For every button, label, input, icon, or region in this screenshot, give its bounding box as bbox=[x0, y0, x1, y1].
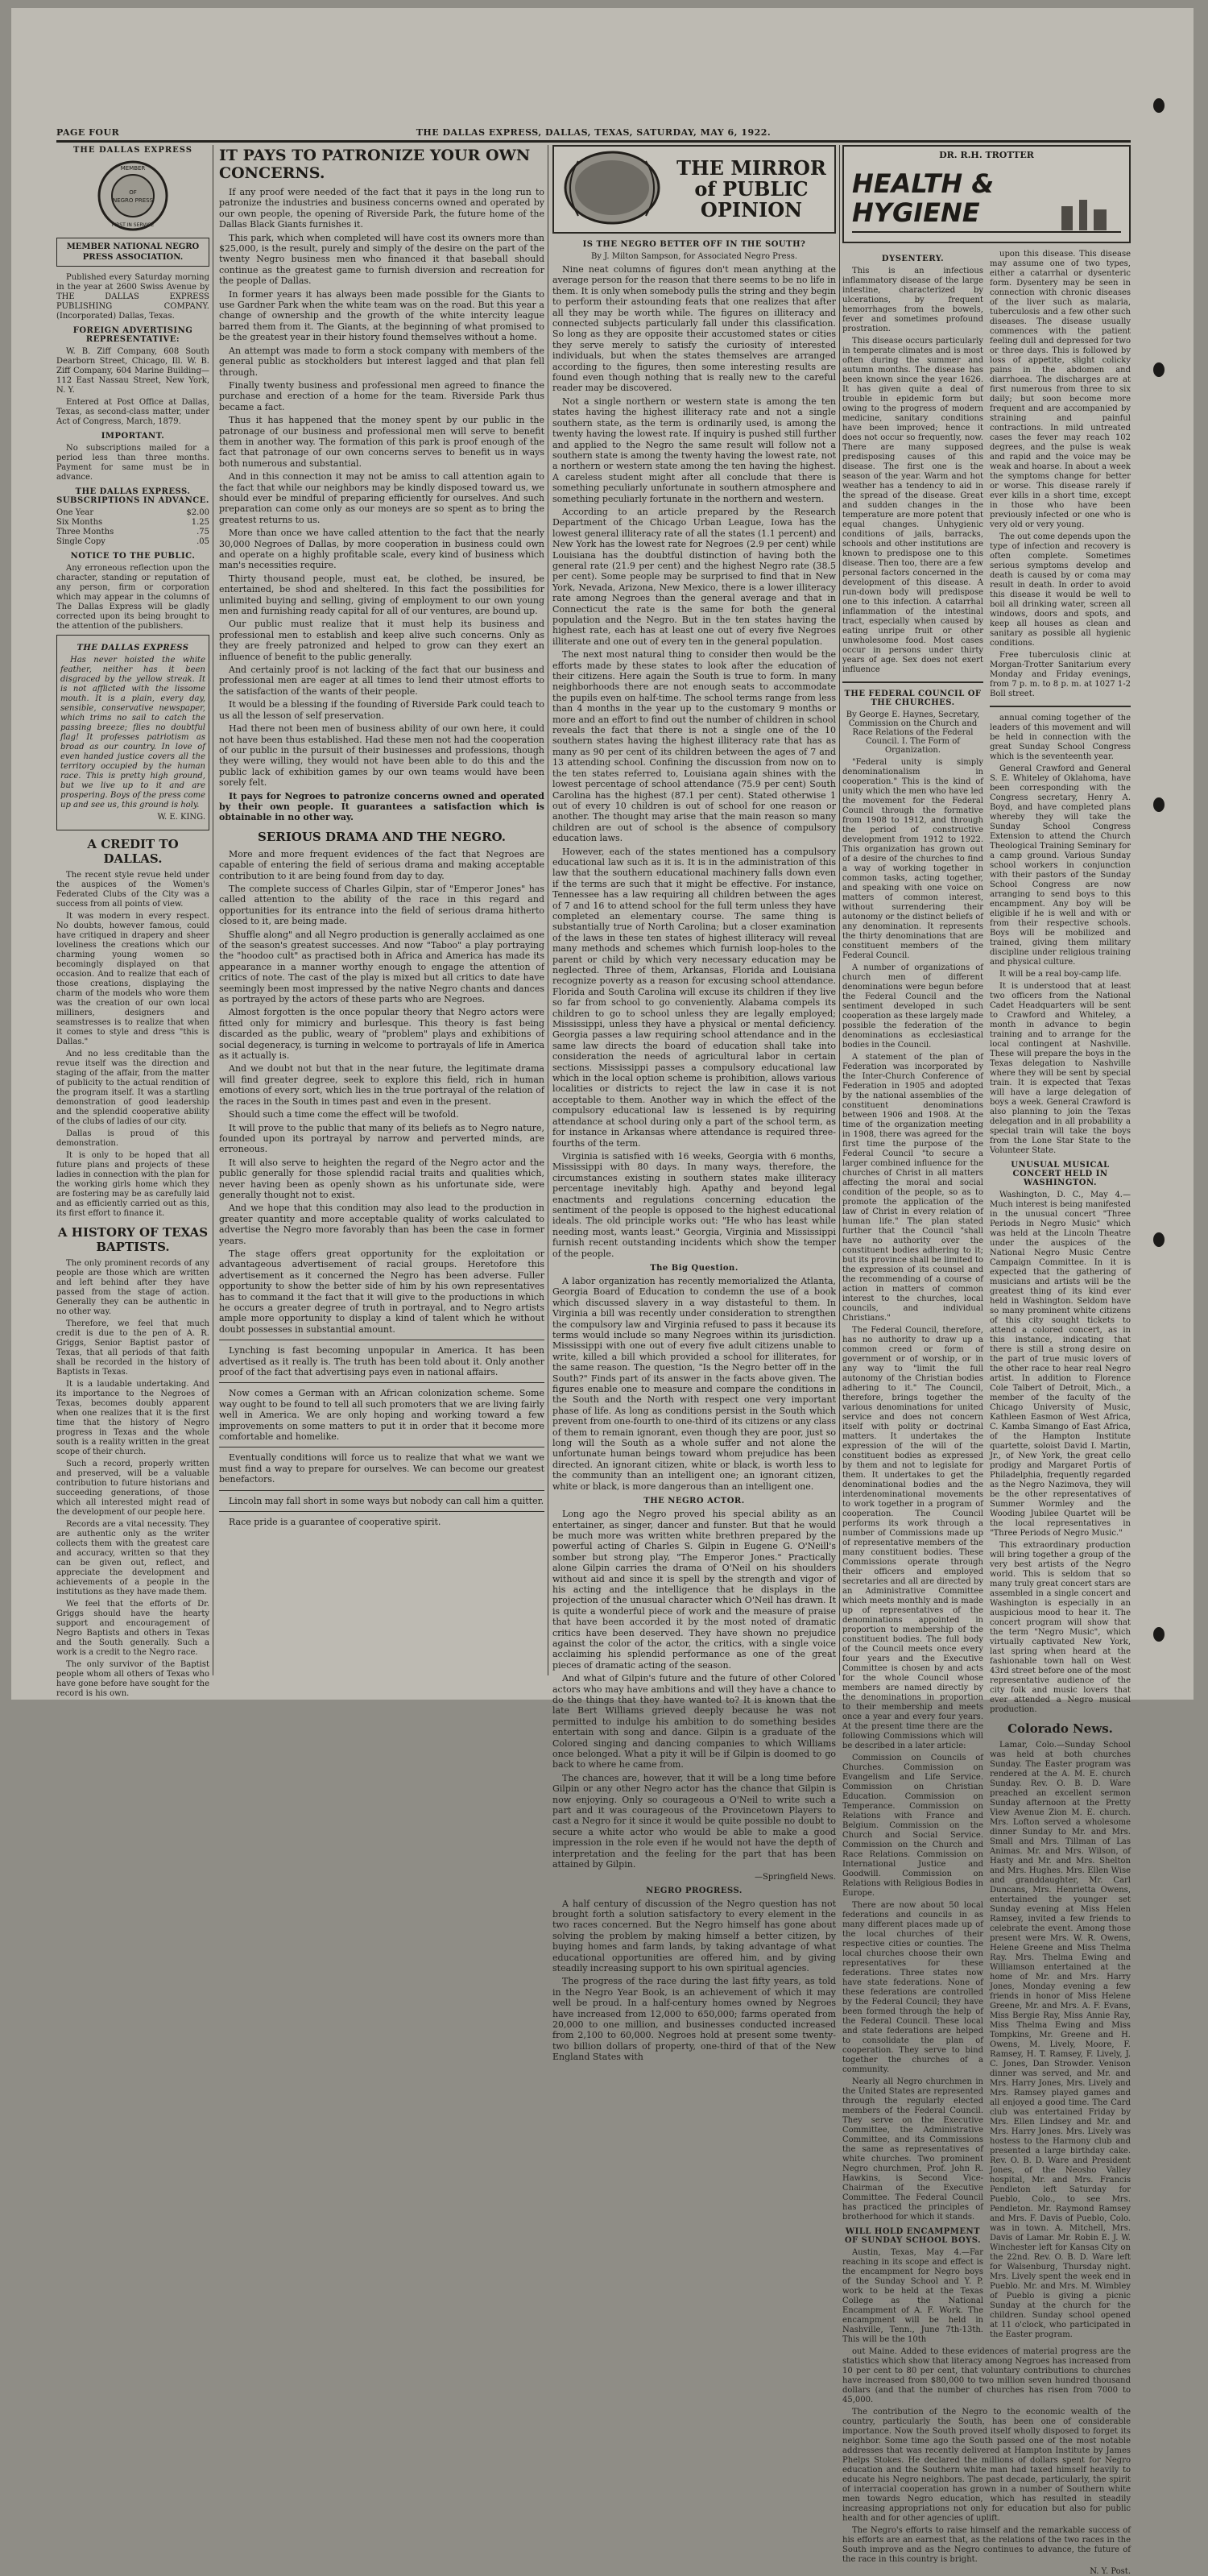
federal-council-heading: THE FEDERAL COUNCIL OF THE CHURCHES. bbox=[844, 690, 982, 707]
important-text: No subscriptions mailed for a period less than three months. Payment for same must be in advance. bbox=[56, 444, 209, 482]
paragraph: The contribution of the Negro to the economic wealth of the country, particularly the South, has been one of considerable importance. Now the South proved itself wholly disposed to forget its neighbor. Some time ago the South passed one of the most notable addresses that was recently delivered at Hampton Institute by James Phelps Stokes. He declared the millions of dollars spent for Negro education and the Southern white man had taxed himself heavily to educate his Negro neighbors. The past decade, particularly, the spirit of interracial cooperation has grown in a number of Southern white men towards Negro education, which has resulted in steadily increasing appropriations not only for education but also for public health and for other agencies of uplift. bbox=[842, 2408, 1131, 2523]
paragraph: According to an article prepared by the Research Department of the Chicago Urban League, Iowa has the lowest general illiteracy rate of all the states (1.1 percent) and New York has the lowest rate for Negroes (2.9 per cent) while Louisiana has the doubtful distinction of having both the general rate (21.9 per cent) and the highest Negro rate (38.5 per cent). Some people may be surprised to find that in New York, Nevada, Arizona, New Mexico, there is a lower illiteracy rate among Negroes than the general average and that in Connecticut the rate is the same for both the general population and the Negro. But in the ten states having the highest rate, each has at least one out of every five Negroes illiterate and one out of every ten in the general population. bbox=[552, 506, 836, 647]
paragraph: This is an infectious inflammatory disease of the large intestine, characterized by ulcerations, by frequent hemorrhages from the bowels, fever and sometimes profound prostration. bbox=[842, 267, 983, 333]
page-number: PAGE FOUR bbox=[56, 127, 120, 138]
creed-signature: W. E. KING. bbox=[157, 813, 205, 822]
health-hygiene-banner bbox=[842, 145, 1131, 243]
rate-row: Three Months .75 bbox=[56, 528, 209, 536]
question-heading: IS THE NEGRO BETTER OFF IN THE SOUTH? bbox=[582, 240, 806, 249]
paragraph: Dallas is proud of this demonstration. bbox=[56, 1129, 209, 1148]
paragraph: The only survivor of the Baptist people whom all others of Texas who have gone before have sought for the record is his own. bbox=[56, 1660, 209, 1698]
divider bbox=[219, 1511, 544, 1512]
big-question-heading: The Big Question. bbox=[650, 1263, 738, 1273]
paragraph: It is only to be hoped that all future plans and projects of these ladies in connection with the plan for the working girls home which they are fostering may be as carefully laid and as efficiently carried out as this, its first effort to finance it. bbox=[56, 1151, 209, 1218]
seal-text-2: OF bbox=[129, 189, 137, 196]
binding-hole bbox=[1153, 362, 1165, 377]
paragraph: The Federal Council, therefore, has no authority to draw up a common creed or form of government or of worship, or in any way to "limit the full autonomy of the Christian bodies adhering to it." The Council, therefore, brings together the various denominations for united service and does not concern itself with polity or doctrinal matters. It undertakes the expression of the will of the constituent bodies as expressed by them and not to legislate for them. It undertakes to get the denominational bodies and the interdenominational movements to work together in a program of cooperation. The Council performs its work through a number of Commissions made up of representative members of the many constituent bodies. These Commissions operate through their officers and employed secretaries and all are directed by an Administrative Committee which meets monthly and is made up of representatives of the denominations appointed in proportion to membership of the constituent bodies. The full body of the Council meets once every four years and the Executive Committee is chosen by and acts for the whole Council whose members are named directly by the denominations in proportion to their membership and meets once a year and every four years. At the present time there are the following Commissions which will be described in a later article: bbox=[842, 1326, 983, 1750]
colorado-heading: Colorado News. bbox=[1007, 1721, 1113, 1736]
baptists-heading: A HISTORY OF TEXAS BAPTISTS. bbox=[57, 1225, 209, 1254]
seal-text-1: MEMBER bbox=[120, 165, 146, 172]
entered-text: Entered at Post Office at Dallas, Texas, as second-class matter, under Act of Congress, March, 1879. bbox=[56, 398, 209, 426]
seal-text-4: FIRST IN SERVICE bbox=[111, 222, 155, 228]
bottle-icon bbox=[1094, 209, 1107, 230]
newspaper-page bbox=[11, 8, 1194, 2576]
paragraph: Lamar, Colo.—Sunday School was held at both churches Sunday. The Easter program was rendered at the A. M. E. church Sunday. Rev. O. B. D. Ware preached an excellent sermon Sunday afternoon at the Pretty View Avenue Zion M. E. church. Mrs. Lofton served a wholesome dinner Sunday to Mr. and Mrs. Small and Mrs. Tillman of Las Animas. Mr. and Mrs. Wilson, of Hasty and Mr. and Mrs. Shelton and Mrs. Hughes. Mrs. Ellen Wise and granddaughter, Mr. Carl Duncans, Mrs. Henrietta Owens, entertained the younger set Sunday evening at Miss Helen Ramsey, invited a few friends to celebrate the event. Among those present were Mrs. W. R. Owens, Helene Greene and Miss Thelma Ray. Mrs. Thelma Ewing and Williamson entertained at the home of Mr. and Mrs. Harry Jones, Monday evening a few friends in honor of Miss Helene Greene, Mr. and Mrs. A. F. Evans, Miss Bergie Ray, Miss Annie Ray, Miss Thelma Ewing and Miss Tompkins, Mr. Greene and H. Owens, M. Lively, Moore, F. Ramsey, H. T. Ramsey, F. Lively, J. C. Jones, Dan Strowder. Venison dinner was served, and Mr. and Mrs. Harry Jones, Mrs. Lively and Mrs. Ramsey played games and all enjoyed a good time. The Card club was entertained Friday by Mrs. Ellen Lindsey and Mr. and Mrs. Harry Jones. Mrs. Lively was hostess to the Harmony club and presented a large birthday cake. Rev. O. B. D. Ware and President Jones, of the Neosho Valley hospital, Mr. and Mrs. Francis Pendleton left Saturday for Pueblo, Colo., to see Mrs. Pendleton. Mr. Raymond Ramsey and Mrs. F. Davis of Pueblo, Colo. was in town. A. Mitchell, Mrs. Davis of Lamar. Mr. Robin E. J. W. Winchester left for Kansas City on the 22nd. Rev. O. B. D. Ware left for Walsenburg, Thursday night. Mrs. Lively spent the week end in Pueblo. Mr. and Mrs. M. Wimbley of Pueblo is giving a picnic Sunday at the church for the children. Sunday school opened at 11 o'clock, who participated in the Easter program. bbox=[990, 1741, 1131, 2339]
subcolumn-left bbox=[842, 250, 983, 2347]
paragraph: Such a record, properly written and preserved, will be a valuable contribution to future historians and succeeding generations, of those which all interested might read of the development of our people here. bbox=[56, 1460, 209, 1517]
paragraph: The progress of the race during the last fifty years, as told in the Negro Year Book, is an achievement of which it may well be proud. In a half-century homes owned by Negroes have increased from 12,000 to 650,000; farms operated from 20,000 to one million, and businesses conducted increased from 2,100 to 60,000. Negroes hold at present some twenty-two billion dollars of property, one-third of that of the New England States with bbox=[552, 1976, 836, 2063]
creed-heading: THE DALLAS EXPRESS bbox=[77, 644, 189, 652]
paragraph: A statement of the plan of Federation was incorporated by the Inter-Church Conference of Federation in 1905 and adopted by the national assemblies of the constituent denominations between 1906 and 1908. At the time of the organization meeting in 1908, there was agreed for the first time the purpose of the Federal Council "to secure a larger combined influence for the churches of Christ in all matters affecting the moral and social condition of the people, so as to promote the application of the law of Christ in every relation of human life." The plan stated further that the Council "shall have no authority over the constituent bodies adhering to it; but its province shall be limited to the expression of its counsel and the recommending of a course of action in matters of common interest to the churches, local councils, and individual Christians." bbox=[842, 1053, 983, 1323]
paragraph: Long ago the Negro proved his special ability as an entertainer, as singer, dancer and funster. But that he would be much more was written white brethren prepared by the powerful acting of Charles S. Gilpin in Eugene G. O'Neill's somber but strong play, "The Emperor Jones." Practically alone Gilpin carries the drama of O'Neil on his shoulders without aid and since it is spell by the strength and vigor of his acting and the intelligence that he displays in the projection of the unusual character which O'Neil has drawn. It is quite a wonderful piece of work and the measure of praise that have been accorded it by the most noted of dramatic critics have been deserved. They have shown no prejudice against the color of the actor, the critics, with a single voice acclaiming his splendid performance as one of the great pieces of dramatic acting of the season. bbox=[552, 1509, 836, 1671]
paragraph: upon this disease. This disease may assume one of two types, either a catarrhal or dysenteric form. Dysentery may be seen in connection with chronic diseases of the liver such as malaria, tuberculosis and a few other such diseases. The disease usually commences with the patient feeling dull and depressed for two or three days. This is followed by loss of appetite, slight colicky pains in the abdomen and diarrhoea. The discharges are at first numerous from three to six daily; but soon become more frequent and are accompanied by straining and painful contractions. In mild untreated cases the fever may reach 102 degrees, and the pulse is weak and rapid and the voice may be weak and hoarse. In about a week the symptoms change for better or worse. This disease rarely if ever kills in a short time, except in those who have been previously infected or one who is very old or very young. bbox=[990, 250, 1131, 529]
mirror-title: THE MIRROR of PUBLIC OPINION bbox=[676, 156, 826, 222]
paragraph: A labor organization has recently memorialized the Atlanta, Georgia Board of Education to condemn the use of a book which discussed slavery in a way distasteful to them. In Virginia a bill was recently under consideration to strengthen the compulsory law and Virginia refused to pass it because its terms would include so many Negroes within its jurisdiction. Mississippi with one out of every five adult citizens unable to write, killed a bill which provided a school for illiterates, for the same reason. The question, "Is the Negro better off in the South?" Finds part of its answer in the facts above given. The figures enable one to measure and compare the conditions in the South and the North with respect one very important phase of life. As long as conditions persist in the South which prevent from one-fourth to one-third of its citizens or any class of them to remain ignorant, even though they are poor, just so long will the South as a whole suffer and not alone the unfortunate human beings toward whom prejudice has been directed. An ignorant citizen, white or black, is worth less to the community than an intelligent one; an ignorant citizen, white or black, is more dangerous than an intelligent one. bbox=[552, 1275, 836, 1492]
paragraph: Not a single northern or western state is among the ten states having the highest illiteracy rate and not a single southern state, as the term is ordinarily used, is among the twenty having the lowest rate. If inquiry is pushed still further and applied to the Negro the same result will follow not a southern state is among the twenty having the lowest rate, not a northern or western state among the ten having the highest. A careless student might after all conclude that there is something peculiarly unfortunate in southern atmosphere and something peculiarly fortunate in the northern and western. bbox=[552, 396, 836, 504]
mirror-banner bbox=[552, 145, 836, 234]
paragraph: Therefore, we feel that much credit is due to the pen of A. R. Griggs, Senior Baptist pastor of Texas, that all periods of that faith shall be recorded in the history of Baptists in Texas. bbox=[56, 1319, 209, 1377]
editorial-heading: IT PAYS TO PATRONIZE YOUR OWN CONCERNS. bbox=[219, 147, 531, 182]
paragraph: The Negro's efforts to raise himself and the remarkable success of his efforts are an earnest that, as the relations of the two races in the South improve and as the Negro continues to advance, the future of the race in this country is bright. bbox=[842, 2526, 1131, 2564]
bottle-icon bbox=[1061, 206, 1073, 230]
seal-icon bbox=[96, 159, 170, 233]
paragraph: Shuffle along" and all Negro production is generally acclaimed as one of the season's greatest successes. And now "Taboo" a play portraying the "hoodoo cult" as practised both in Africa and America has made its appearance in a manner worthy enough to engage the attention of critics of note. The cast of the play is mixed but all critics to date have seemingly been most impressed by the native Negro chants and dances as portrayed by the actors of these parts who are Negroes. bbox=[219, 929, 544, 1005]
paragraph: Should such a time come the effect will be twofold. bbox=[229, 1109, 459, 1120]
publish-info: Published every Saturday morning in the year at 2600 Swiss Avenue by THE DALLAS EXPRESS PUBLISHING COMPANY. (Incorporated) Dallas, Texas. bbox=[56, 273, 209, 321]
paragraph: Washington, D. C., May 4.—Much interest is being manifested in the unusual concert "Three Periods in Negro Music" which was held at the Lincoln Theatre under the auspices of the National Negro Music Centre Campaign Committee. In it is expected that the gathering of musicians and artists will be the greatest thing of its kind ever held in Washington. Seldom have so many prominent white citizens of this city sought tickets to attend a colored concert, as in this instance, indicating that there is still a strong desire on the part of true music lovers of the other race to hear real Negro artist. In addition to Florence Cole Talbert of Detroit, Mich., a member of the faculty of the Chicago University of Music, Kathleen Easmon of West Africa, C. Kamba Simango of East Africa, of the Hampton Institute quartette, soloist David I. Martin, Jr., of New York, the great cello prodigy and Margaret Portis of Philadelphia, frequently regarded as the Negro Nazimova, they will be the other representatives of Summer Wormley and the Wooding Jubilee Quartet will be the local representatives in "Three Periods of Negro Music." bbox=[990, 1191, 1131, 1538]
hh-title: HEALTH & HYGIENE bbox=[852, 168, 995, 228]
paragraph: If any proof were needed of the fact that it pays in the long run to patronize the industries and business concerns owned and operated by our own people, the opening of Riverside Park, the future home of the Dallas Black Giants furnishes it. bbox=[219, 187, 544, 230]
paragraph: It is a laudable undertaking. And its importance to the Negroes of Texas, becomes doubly apparent when one realizes that it is the first time that the history of Negro progress in Texas and the whole south is a reality written in the great scope of their church. bbox=[56, 1380, 209, 1456]
paragraph: Lincoln may fall short in some ways but nobody can call him a quitter. bbox=[229, 1495, 544, 1506]
foreign-heading: FOREIGN ADVERTISING REPRESENTATIVE: bbox=[72, 326, 193, 344]
paragraph: It pays for Negroes to patronize concerns owned and operated by their own people. It guarantees a satisfaction which is obtainable in no other way. bbox=[219, 790, 544, 823]
paragraph: There are now about 50 local federations and councils in as many different places made up of the local churches of their respective cities or counties. The local churches choose their own representatives for these federations. Three states now have state federations. None of these federations are controlled by the Federal Council; they have been formed through the help of the Federal Council. These local and state federations are helped to consolidate the plan of cooperation. They serve to bind together the churches of a community. bbox=[842, 1901, 983, 2074]
paragraph: It would be a blessing if the founding of Riverside Park could teach to us all the lesson of self preservation. bbox=[219, 699, 544, 721]
hh-author: DR. R.H. TROTTER bbox=[939, 150, 1034, 160]
paragraph: Lynching is fast becoming unpopular in America. It has been advertised as it really is. The truth has been told about it. Only another proof of the fact that advertising pays even in national affairs. bbox=[219, 1345, 544, 1378]
byline: By George E. Haynes, Secretary, Commission on the Church and Race Relations of the Federal Council. I. The Form of Organization. bbox=[846, 710, 980, 755]
notice-text: Any erroneous reflection upon the character, standing or reputation of any person, firm or corporation which may appear in the columns of The Dallas Express will be gladly corrected upon its being brought to the attention of the publishers. bbox=[56, 564, 209, 631]
paragraph: Records are a vital necessity. They are authentic only as the writer collects them with the greatest care and accuracy, written so that they can be given out, reflect, and appreciate the development and achievements of a people in the institutions as they have made them. bbox=[56, 1520, 209, 1597]
paragraph: Thus it has happened that the money spent by our public in the patronage of our business and professional men will serve to benefit them in another way. The formation of this park is proof enough of the fact that patronage of our own concerns serves to benefit us in ways both numerous and substantial. bbox=[219, 415, 544, 469]
paragraph: And no less creditable than the revue itself was the direction and staging of the affair, from the matter of publicity to the actual rendition of the program itself. It was a startling demonstration of good leadership and the splendid cooperative ability of the clubs of ladies of our city. bbox=[56, 1050, 209, 1126]
drama-heading: SERIOUS DRAMA AND THE NEGRO. bbox=[258, 829, 506, 844]
member-box: MEMBER NATIONAL NEGRO PRESS ASSOCIATION. bbox=[56, 238, 209, 267]
foreign-text: W. B. Ziff Company, 608 South Dearborn Street, Chicago, Ill. W. B. Ziff Company, 604 Marine Building—112 East Nassau Street, New York, N. Y. bbox=[56, 347, 209, 395]
paragraph: It was modern in every respect. No doubts, however famous, could have critiqued in drapery and sheer loveliness the creations which our charming young women so becomingly displayed on that occasion. And to realize that each of those creations, displaying the charm of the models who wore them was the creation of our own local milliners, designers and seamstresses is to realize that when it comes to style and dress "this is Dallas." bbox=[56, 912, 209, 1046]
nameplate: THE DALLAS EXPRESS bbox=[72, 146, 192, 155]
important-heading: IMPORTANT. bbox=[101, 432, 165, 441]
divider bbox=[842, 681, 983, 683]
paragraph: Virginia is satisfied with 16 weeks, Georgia with 6 months, Mississippi with 80 days. In many ways, therefore, the circumstances existing in southern states make illiteracy percentage inevitably high. Apathy and beyond legal enactments and regulations concerning education the sentiment of the people is opposed to the highest educational ideals. The old principle works out: "He who has least while needing most, wants least." Georgia, Virginia and Mississippi furnish recent outstanding incidents which show the temper of the people. bbox=[552, 1150, 836, 1259]
paragraph: And in this connection it may not be amiss to call attention again to the fact that while our neighbors may be kindly disposed toward us, we should ever be mindful of preparing efficiently for ourselves. And such preparation can come only as our moneys are so spent as to bring the greatest returns to us. bbox=[219, 471, 544, 525]
paragraph: Had there not been men of business ability of our own here, it could not have been thus established. Had these men not had the cooperation of our public in the pursuit of their businesses and professions, though they were willing, they would not have been able to do this and the public lack of exhibition games by our own teams would have been sorely felt. bbox=[219, 723, 544, 789]
paragraph: Our public must realize that it must help its business and professional men to establish and keep alive such concerns. Only as they are freely patronized and helped to grow can they exert an influence of benefit to the public generally. bbox=[219, 619, 544, 662]
masthead bbox=[56, 127, 1131, 143]
paragraph: In former years it has always been made possible for the Giants to use Gardner Park when the white team was on the road. But this year a change of ownership and the growth of the white intercity league barred them from it. The Giants, at the beginning of what promised to be the greatest year in their history found themselves without a home. bbox=[219, 288, 544, 343]
paragraph: The stage offers great opportunity for the exploitation or advantageous advertisement of racial groups. Heretofore this advertisement as it concerned the Negro has been adverse. Fuller opportunity to show the better side of him by his own representatives has to command it the fact that it will give to the productions in which he occurs a greater degree of truth in portrayal, and to Negro artists ample more opportunity to display a kind of talent which he without doubt possesses in substantial amount. bbox=[219, 1248, 544, 1335]
paragraph: The only prominent records of any people are those which are written and left behind after they have passed from the stage of action. Generally they can be authentic in no other way. bbox=[56, 1259, 209, 1316]
post-credit: N. Y. Post. bbox=[1090, 2567, 1131, 2576]
paragraph: Nine neat columns of figures don't mean anything at the average person for the reason that there seems to be no life in them. It is only when somebody pulls the string and they begin to perform their astounding feats that one realizes that after all they may be worth while. The figures on illiteracy and connected subjects particularly fall under this classification. So long as they are opposite their accustomed states or cities they serve merely to satisfy the curiosity of interested individuals, but when the states themselves are arranged according to the figures, then some interesting results are found even though nothing that is really new to the careful reader may be discovered. bbox=[552, 264, 836, 394]
paragraph: And what of Gilpin's future and the future of other Colored actors who may have ambitions and will they have a chance to do the things that they have wanted to? It is known that the late Bert Williams grieved deeply because he was not permitted to indulge his ambition to do something besides entertain with song and dance. Gilpin is a graduate of the Colored singing and dancing companies to which Williams once belonged. What a pity it will be if Gilpin is doomed to go back to where he came from. bbox=[552, 1673, 836, 1770]
paragraph: We feel that the efforts of Dr. Griggs should have the hearty support and encouragement of Negro Baptists and others in Texas and the South generally. Such a work is a credit to the Negro race. bbox=[56, 1600, 209, 1657]
paragraph: Almost forgotten is the once popular theory that Negro actors were fitted only for mimicry and burlesque. This theory is fast being discarded as the public, weary of "problem" plays and exhibitions of social degeneracy, is turning in welcome to portrayals of life in America as it actually is. bbox=[219, 1007, 544, 1062]
paragraph: An attempt was made to form a stock company with members of the general public as stockholders but interest lagged and that plan fell through. bbox=[219, 345, 544, 378]
paragraph: It will prove to the public that many of its beliefs as to Negro nature, founded upon its portrayal by narrow and perverted minds, are erroneous. bbox=[219, 1122, 544, 1155]
bottle-icon bbox=[1079, 200, 1087, 230]
paragraph: Thirty thousand people, must eat, be clothed, be insured, be entertained, be shod and sheltered. In this fact the possibilities for unlimited buying and selling, giving of employment to our own young men and furnishing ready capital for all of our ventures, are bound up. bbox=[219, 573, 544, 617]
paragraph: It is understood that at least two officers from the National Cadet Headquarters will be sent to Crawford and Whiteley, a month in advance to begin training and to arrange for the local contingent at Nashville. These will prepare the boys in the Texas delegation to Nashville where they will be sent by special train. It is expected that Texas will have a large delegation of boys a week. General Crawford is also planning to join the Texas delegation and in all probability a special train will take the boys from the Lone Star State to the Volunteer State. bbox=[990, 982, 1131, 1155]
paragraph: Austin, Texas, May 4.—Far reaching in its scope and effect is the encampment for Negro boys of the Sunday School and Y. P. work to be held at the Texas College as the National Encampment of A. F. Work. The encampment will be held in Nashville, Tenn., June 7th-13th. This will be the 10th bbox=[842, 2248, 983, 2344]
rate-row: Six Months 1.25 bbox=[56, 518, 209, 527]
paragraph: It will also serve to heighten the regard of the Negro actor and the public generally for those splendid racial traits and qualities which, never having been as openly shown as his unfortunate side, were generally thought not to exist. bbox=[219, 1157, 544, 1200]
editorial-column bbox=[219, 145, 544, 1675]
paragraph: annual coming together of the leaders of this movement and will be held in connection with the great Sunday School Congress which is the seventeenth year. bbox=[990, 714, 1131, 761]
npa-seal-logo bbox=[96, 159, 170, 233]
byline: By J. Milton Sampson, for Associated Negro Press. bbox=[590, 252, 798, 261]
subscription-rates bbox=[56, 508, 209, 547]
dateline: THE DALLAS EXPRESS, DALLAS, TEXAS, SATURDAY, MAY 6, 1922. bbox=[416, 127, 772, 138]
paragraph: The recent style revue held under the auspices of the Women's Federated Clubs of the City was a success from all points of view. bbox=[56, 871, 209, 909]
divider bbox=[219, 1490, 544, 1491]
actor-heading: THE NEGRO ACTOR. bbox=[643, 1497, 745, 1506]
paragraph: Nearly all Negro churchmen in the United States are represented through the regularly elected members of the Federal Council. They serve on the Executive Committee, the Administrative Committee, and its Commissions the same as representatives of white churches. Two prominent Negro churchmen, Prof. John R. Hawkins, is Second Vice-Chairman of the Executive Committee. The Federal Council has practiced the principles of brotherhood for which it stands. bbox=[842, 2077, 983, 2222]
paragraph: It will be a real boy-camp life. bbox=[999, 970, 1122, 979]
paragraph: Free tuberculosis clinic at Morgan-Trotter Sanitarium every Monday and Friday evenings, from 7 p. m. to 8 p. m. at 1027 1-2 Boll street. bbox=[990, 651, 1131, 698]
rate-row: Single Copy .05 bbox=[56, 537, 209, 546]
health-hygiene-column bbox=[842, 145, 1131, 2576]
paragraph: Eventually conditions will force us to realize that what we want we must find a way to prepare for ourselves. We can become our greatest benefactors. bbox=[219, 1452, 544, 1485]
paragraph: "Federal unity is simply denominationalism in cooperation." This is the kind of unity which the men who have led the movement for the Federal Council through the formative from 1908 to 1912, and through the period of constructive development from 1912 to 1922. This organization has grown out of a desire of the churches to find a way of working together in common tasks, acting together, and speaking with one voice on matters of common interest, without surrendering their autonomy or the distinct beliefs of any denomination. It represents the thirty denominations that are constituent members of the Federal Council. bbox=[842, 758, 983, 960]
paragraph: And we hope that this condition may also lead to the production in greater quantity and more acceptable quality of works calculated to advertise the Negro more favorably than has been the case in former years. bbox=[219, 1203, 544, 1246]
credit-heading: A CREDIT TO DALLAS. bbox=[87, 837, 179, 866]
two-subcolumns bbox=[842, 250, 1131, 2347]
paragraph: The complete success of Charles Gilpin, star of "Emperor Jones" has called attention to the ability of the race in this regard and opportunities for its entrance into the field of serious drama hitherto closed to it, are being made. bbox=[219, 883, 544, 927]
paragraph: This extraordinary production will bring together a group of the very best artists of the Negro world. This is seldom that so many truly great concert stars are assembled in a single concert and Washington is especially in an auspicious mood to hear it. The concert program will show that the term "Negro Music", which virtually captivated New York, last spring when heard at the fashionable town hall on West 43rd street before one of the most representative audience of the city folk and music lovers that ever attended a Negro musical production. bbox=[990, 1541, 1131, 1714]
seal-text-3: NEGRO PRESS bbox=[112, 197, 154, 204]
binding-hole bbox=[1153, 1627, 1165, 1642]
subcolumn-right bbox=[990, 250, 1131, 2347]
paragraph: This disease occurs particularly in temperate climates and is most often during the summer and autumn months. The disease has been known since the year 1626. It has given quite a deal of trouble in epidemic form but owing to the progress of modern medicine, sanitary conditions have been improved; hence it does not occur so frequently, now. There are many supposed predisposing causes of this disease. The first one is the season of the year. Warm and hot weather has a tendency to aid in the spread of the disease. Great and sudden changes in the temperature are more potent that equal changes. Unhygienic conditions of jails, barracks, schools and other institutions are known to predispose one to this disease. Then too, there are a few personal factors concerned in the development of this disease. A run-down body will predispose one to this infection. A catarrhal inflammation of the intestinal tract, especially when caused by eating unripe fruit or other unwholesome food. Most cases occur in persons under thirty years of age. Sex does not exert influence bbox=[842, 337, 983, 674]
divider bbox=[990, 706, 1131, 707]
paragraph: Race pride is a guarantee of cooperative spirit. bbox=[229, 1517, 441, 1528]
paragraph: Now comes a German with an African colonization scheme. Some way ought to be found to tell all such promoters that we are living fairly well in America. We are only hoping and working toward a few improvements on some matters to put it in order that it become more comfortable and homelike. bbox=[219, 1388, 544, 1443]
mirror-of-opinion-column bbox=[552, 145, 836, 2063]
subscriptions-heading: THE DALLAS EXPRESS. SUBSCRIPTIONS IN ADVANCE. bbox=[56, 487, 209, 505]
paragraph: And certainly proof is not lacking of the fact that our business and professional men are eager at all times to lend their utmost efforts to the satisfaction of the wants of their people. bbox=[219, 665, 544, 697]
dysentery-heading: DYSENTERY. bbox=[881, 255, 945, 263]
paragraph: A number of organizations of church men of different denominations were begun before the Federal Council and the sentiment developed in such cooperation as these largely made possible the federation of the denominations as ecclesiastical bodies in the Council. bbox=[842, 963, 983, 1050]
actor-credit: —Springfield News. bbox=[755, 1872, 836, 1882]
paragraph: A half century of discussion of the Negro question has not brought forth a solution satisfactory to every element in the two races concerned. But the Negro himself has gone about solving the problem by making himself a better citizen, by buying homes and farm lands, by taking advantage of what educational opportunities are offered him, and by giving steadily increasing support to his own spiritual agencies. bbox=[552, 1898, 836, 1973]
paragraph: General Crawford and General S. E. Whiteley of Oklahoma, have been corresponding with the Congress secretary, Henry A. Boyd, and have completed plans whereby they will take the Sunday School Congress Extension to attend the Church Theological Training Seminary for a camp ground. Various Sunday school workers in conjunction with their pastors of the Sunday School Congress are now arranging to send boys to this encampment. Any boy will be eligible if he is well and with or from their respective schools. Boys will be mobilized and trained, giving them military discipline under religious training and physical culture. bbox=[990, 764, 1131, 967]
column-rule bbox=[839, 145, 840, 1675]
creed-text: Has never hoisted the white feather, neither has it been disgraced by the yellow streak. It is not afflicted with the lissome mouth. It is a plain, every day, sensible, conservative newspaper, which trims no sail to catch the passing breeze; flies no doubtful flag! It professes patriotism as broad as our country. In love of even handed justice covers all the territory occupied by the human race. This is pretty high ground, but we live up to it and are prospering. Boys of the press come up and see us, this ground is holy. bbox=[60, 656, 205, 810]
paragraph: The out come depends upon the type of infection and recovery is often complete. Sometimes serious symptoms develop and death is caused by or coma may result in death. In order to avoid this disease it would be well to boil all drinking water, screen all windows, doors and spots, and keep all houses as clean and sanitary as possible all hygienic conditions. bbox=[990, 532, 1131, 648]
paragraph: However, each of the states mentioned has a compulsory educational law such as it is. It is in the administration of this law that the southern educational machinery falls down even if the terms are such that it might be effective. For instance, Tennessee has a law requiring all children between the ages of 7 and 16 to attend school for the full term unless they have completed an elementary course. The same thing is substantially true of North Carolina; but a closer examination of the laws in these ten states of highest illiteracy will reveal many methods and schemes which furnish loop-holes to the parent or child by which very necessary education may be neglected. Three of them, Arkansas, Florida and Louisiana recognize poverty as a reason for excusing school attendance. Florida and South Carolina will excuse its children if they live so far from school to go conveniently. Alabama compels its children to go to school unless they are legally employed; Mississippi, unless they have a physical or mental deficiency. Georgia passes a law requiring school attendance and in the same law directs the board of education shall take into consideration the needs of agricultural labor in certain sections. Mississippi passes a compulsory educational law which in the local option scheme is prohibition, allows various localities or districts to reject the law in case it is not acceptable to them. Another way in which the effect of the compulsory educational law is lessened is by requiring attendance at school during only a part of the school term, as for instance in Arkansas where attendance is required three-fourths of the term. bbox=[552, 846, 836, 1149]
paragraph: out Maine. Added to these evidences of material progress are the statistics which show that literacy among Negroes has increased from 10 per cent to 80 per cent, that voluntary contributions to churches have increased from $80,000 to two million seven hundred thousand dollars (and that the number of churches has risen from 7000 to 45,000. bbox=[842, 2347, 1131, 2404]
paragraph: This park, which when completed will have cost its owners more than $25,000, is the result, purely and simply of the desire on the part of the twenty Negro business men who financed it that baseball should continue as the greatest game to furnish diversion and recreation for the people of Dallas. bbox=[219, 232, 544, 287]
binding-hole bbox=[1153, 98, 1165, 113]
concert-heading: UNUSUAL MUSICAL CONCERT HELD IN WASHINGTON. bbox=[1011, 1161, 1110, 1187]
paragraph: And we doubt not but that in the near future, the legitimate drama will find greater degree, seek to explore this field, rich in human emotions of every sort, which lies in the true portrayal of the relation of the races in the South in times past and even in the present. bbox=[219, 1063, 544, 1107]
binding-hole bbox=[1153, 797, 1165, 812]
paragraph: Finally twenty business and professional men agreed to finance the purchase and erection of a home for the team. Riverside Park thus became a fact. bbox=[219, 379, 544, 412]
rate-row: One Year $2.00 bbox=[56, 508, 209, 517]
creed-box bbox=[56, 635, 209, 830]
paragraph: More and more frequent evidences of the fact that Negroes are capable of entering the field of serious drama and making acceptable contribution to it are being found from day to day. bbox=[219, 848, 544, 881]
binding-hole bbox=[1153, 1232, 1165, 1247]
encampment-heading: WILL HOLD ENCAMPMENT OF SUNDAY SCHOOL BOYS. bbox=[844, 2227, 982, 2245]
paragraph: Commission on Councils of Churches. Commission on Evangelism and Life Service. Commission on Christian Education. Commission on Temperance. Commission on Relations with France and Belgium. Commission on the Church and Social Service. Commission on the Church and Race Relations. Commission on International Justice and Goodwill. Commission on Relations with Religious Bodies in Europe. bbox=[842, 1754, 983, 1898]
progress-heading: NEGRO PROGRESS. bbox=[646, 1886, 743, 1895]
notice-heading: NOTICE TO THE PUBLIC. bbox=[70, 552, 196, 561]
paragraph: More than once we have called attention to the fact that the nearly 30,000 Negroes of Dallas, by more cooperation in business could own and operate on a highly profitable scale, every kind of business which man's necessities require. bbox=[219, 528, 544, 571]
paragraph: The chances are, however, that it will be a long time before Gilpin or any other Negro actor has the chance that Gilpin is now enjoying. Only so courageous a O'Neil to write such a part and it was courageous of the Provincetown Players to cast a Negro for it since it would be quite possible no doubt to secure a white actor who would be able to make a good impression in the role even if he would not have the depth of interpretation and the feeling for the part that has been attained by Gilpin. bbox=[552, 1772, 836, 1870]
divider bbox=[219, 1382, 544, 1383]
paragraph: The next most natural thing to consider then would be the efforts made by these states to look after the education of their citizens. Here again the South is true to form. In many neighborhoods there are not enough seats to accommodate the pupils even on half-time. The school terms range from less than 4 months in the year up to the customary 9 months or more and an effort to find out the number of children in school reveals the fact that there is not a single one of the 10 southern states having the highest illiteracy rate that has as many as 90 per cent of its children between the ages of 7 and 13 attending school. Confining the discussion from now on to the ten states referred to, Louisiana again shines with the lowest percentage of school attendance (75.9 per cent) South Carolina has the highest (87.1 per cent). Stated otherwise 1 out of every 10 children is out of school for one reason or another. The thought may arise that the main reason so many children are out of school is the absence of compulsory education laws. bbox=[552, 649, 836, 844]
editorial-sidebar bbox=[56, 145, 209, 1698]
